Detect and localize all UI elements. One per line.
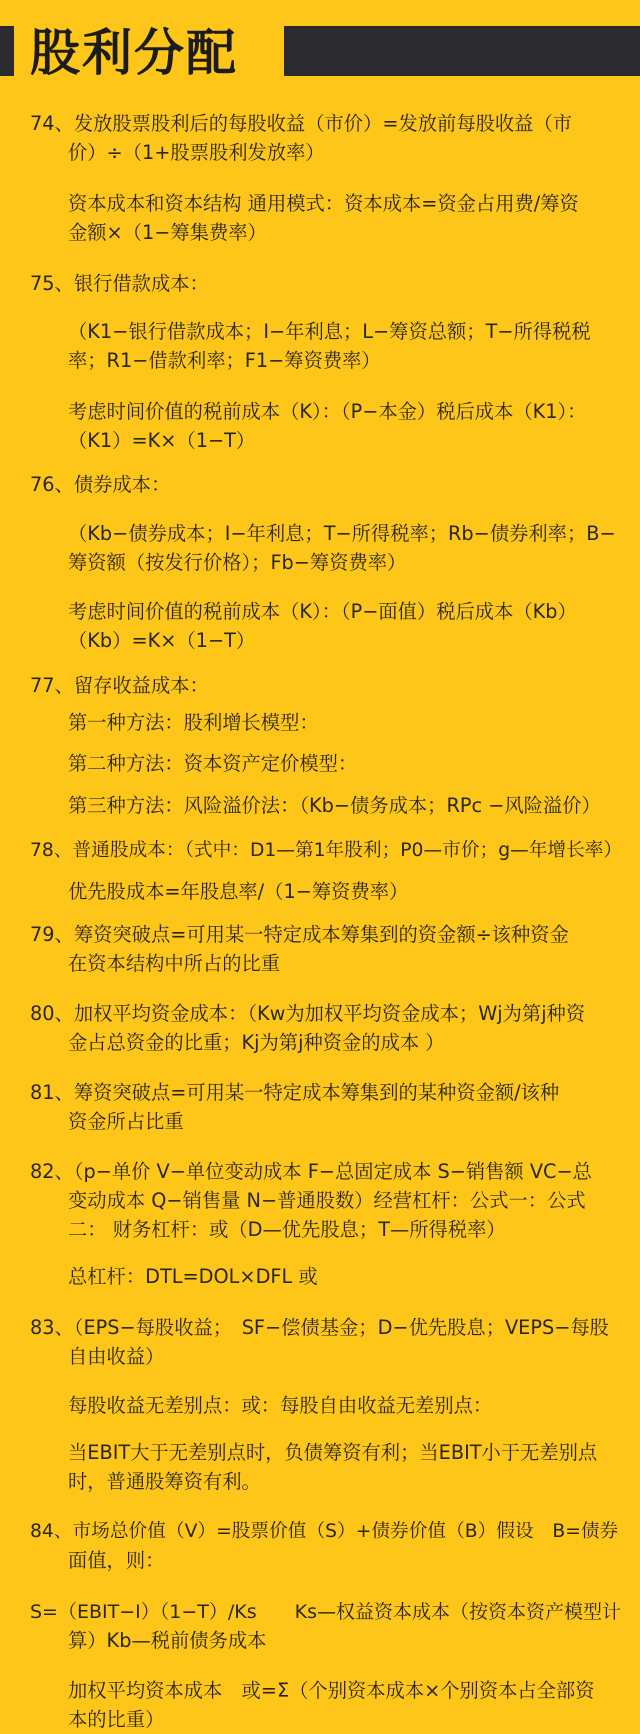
text-line: S=（EBIT−I）（1−T）/Ks Ks—权益资本成本（按资本资产模型计 xyxy=(30,1601,621,1623)
text-line: 本的比重） xyxy=(68,1708,165,1731)
text-line: 第三种方法：风险溢价法：（Kb−债务成本；RPc −风险溢价） xyxy=(68,794,601,817)
text-line: 76、债券成本： xyxy=(30,473,171,496)
text-line: 金占总资金的比重；Kj为第j种资金的成本 ） xyxy=(68,1031,445,1054)
text-line: 金额×（1−筹集费率） xyxy=(68,221,267,244)
text-line: 算）Kb—税前债务成本 xyxy=(68,1629,267,1652)
text-line: 优先股成本=年股息率/（1−筹资费率） xyxy=(68,880,409,903)
text-line: 84、市场总价值（V）=股票价值（S）+债券价值（B）假设 B=债券 xyxy=(30,1521,619,1542)
text-line: （Kb−债券成本；I−年利息；T−所得税率；Rb−债券利率；B− xyxy=(68,522,616,545)
text-line: 变动成本 Q−销售量 N−普通股数）经营杠杆：公式一：公式 xyxy=(68,1189,586,1212)
text-line: 筹资额（按发行价格）；Fb−筹资费率） xyxy=(68,551,407,574)
text-line: 每股收益无差别点：或：每股自由收益无差别点： xyxy=(68,1394,493,1417)
text-line: 82、（p−单价 V−单位变动成本 F−总固定成本 S−销售额 VC−总 xyxy=(30,1160,592,1183)
text-line: 资金所占比重 xyxy=(68,1110,184,1133)
text-line: 时，普通股筹资有利。 xyxy=(68,1470,261,1493)
page-title: 股利分配 xyxy=(30,24,238,82)
text-line: 考虑时间价值的税前成本（K）：（P−本金）税后成本（K1）： xyxy=(68,400,587,423)
text-line: 80、加权平均资金成本：（Kw为加权平均资金成本；Wj为第j种资 xyxy=(30,1002,586,1025)
text-line: 二： 财务杠杆：或（D—优先股息；T—所得税率） xyxy=(68,1218,506,1241)
text-line: 面值，则： xyxy=(68,1549,165,1572)
text-line: 当EBIT大于无差别点时，负债筹资有利；当EBIT小于无差别点 xyxy=(68,1441,598,1464)
text-line: 79、筹资突破点=可用某一特定成本筹集到的资金额÷该种资金 xyxy=(30,923,569,946)
text-line: 78、普通股成本：（式中：D1—第1年股利；P0—市价；g—年增长率） xyxy=(30,840,623,861)
text-line: 81、筹资突破点=可用某一特定成本筹集到的某种资金额/该种 xyxy=(30,1081,560,1104)
text-line: 74、发放股票股利后的每股收益（市价）=发放前每股收益（市 xyxy=(30,112,572,135)
text-line: 加权平均资本成本 或=Σ（个别资本成本×个别资本占全部资 xyxy=(68,1679,595,1702)
text-line: 率；R1−借款利率；F1−筹资费率） xyxy=(68,349,381,372)
text-line: （K1−银行借款成本；I−年利息；L−筹资总额；T−所得税税 xyxy=(68,320,591,343)
text-line: 第一种方法：股利增长模型： xyxy=(68,711,319,734)
text-line: （K1）=K×（1−T） xyxy=(68,429,256,452)
text-line: 总杠杆：DTL=DOL×DFL 或 xyxy=(68,1265,318,1288)
text-line: 自由收益） xyxy=(68,1345,165,1368)
text-line: 83、（EPS−每股收益； SF−偿债基金；D−优先股息；VEPS−每股 xyxy=(30,1316,609,1339)
title-left-bar xyxy=(0,26,14,76)
title-right-bar xyxy=(284,26,640,76)
text-line: 考虑时间价值的税前成本（K）：（P−面值）税后成本（Kb） xyxy=(68,600,577,623)
text-line: 第二种方法：资本资产定价模型： xyxy=(68,752,358,775)
text-line: 在资本结构中所占的比重 xyxy=(68,952,281,975)
text-line: 资本成本和资本结构 通用模式：资本成本=资金占用费/筹资 xyxy=(68,192,579,215)
text-line: 75、银行借款成本： xyxy=(30,272,209,295)
title-banner xyxy=(0,0,640,92)
text-line: 77、留存收益成本： xyxy=(30,674,209,697)
text-line: 价）÷（1+股票股利发放率） xyxy=(68,141,325,164)
text-line: （Kb）=K×（1−T） xyxy=(68,629,256,652)
